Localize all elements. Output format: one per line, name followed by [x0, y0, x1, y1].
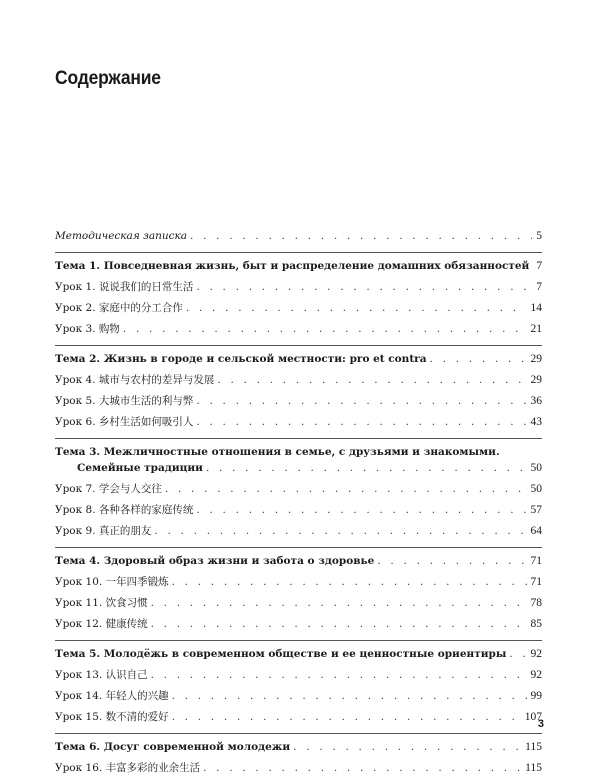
section-divider [55, 547, 542, 548]
toc-entry-label: Тема 2. Жизнь в городе и сельской местности: pro et contra [55, 353, 427, 365]
toc-page-number: 92 [530, 648, 542, 660]
section-divider [55, 252, 542, 253]
toc-entry-label: Урок 5. 大城市生活的利与弊 [55, 395, 194, 407]
toc-topic-5[interactable] [55, 647, 542, 668]
leader-dots [154, 524, 526, 539]
leader-dots [123, 322, 527, 337]
toc-lesson-1[interactable] [55, 280, 542, 301]
toc-lesson-6[interactable] [55, 415, 542, 436]
toc-entry-label: Урок 12. 健康传统 [55, 618, 148, 630]
toc-topic-3-continuation [55, 461, 542, 482]
toc-entry-label: Урок 1. 说说我们的日常生活 [55, 281, 194, 293]
toc-topic-1[interactable] [55, 259, 542, 280]
section-divider [55, 438, 542, 439]
toc-page-number: 64 [530, 525, 542, 537]
toc-page-number: 50 [530, 483, 542, 495]
section-divider [55, 640, 542, 641]
toc-entry-label: Урок 2. 家庭中的分工合作 [55, 302, 183, 314]
leader-dots [186, 301, 527, 316]
toc-entry-label: Урок 8. 各种各样的家庭传统 [55, 504, 194, 516]
toc-page-number: 92 [530, 669, 542, 681]
leader-dots [172, 710, 521, 725]
leader-dots [196, 280, 532, 295]
leader-dots [196, 394, 526, 409]
toc-page-number: 71 [530, 555, 542, 567]
toc-page-number: 7 [536, 281, 542, 293]
leader-dots [203, 761, 521, 776]
leader-dots [196, 415, 526, 430]
toc-lesson-5[interactable] [55, 394, 542, 415]
toc-entry-label: Методическая записка [55, 230, 188, 242]
toc-entry-label: Тема 5. Молодёжь в современном обществе и ее ценностные ориентиры [55, 648, 507, 660]
toc-entry-label: Урок 15. 数不清的爱好 [55, 711, 169, 723]
toc-page-number: 14 [530, 302, 542, 314]
toc-page-number: 5 [536, 230, 542, 242]
toc-page-number: 85 [530, 618, 542, 630]
toc-lesson-3[interactable] [55, 322, 542, 343]
leader-dots [151, 668, 527, 683]
toc-entry-label: Урок 13. 认识自己 [55, 669, 148, 681]
toc-entry-label: Урок 7. 学会与人交往 [55, 483, 162, 495]
toc-page-number: 21 [530, 323, 542, 335]
toc-lesson-11[interactable] [55, 596, 542, 617]
toc-entry-label: Урок 10. 一年四季锻炼 [55, 576, 169, 588]
toc-entry-label: Урок 3. 购物 [55, 323, 120, 335]
toc-page-number: 29 [530, 374, 542, 386]
toc-lesson-9[interactable] [55, 524, 542, 545]
leader-dots [217, 373, 526, 388]
toc-page-number: 107 [524, 711, 542, 723]
toc-page-number: 57 [530, 504, 542, 516]
toc-page-number: 50 [530, 462, 542, 474]
toc-lesson-8[interactable] [55, 503, 542, 524]
leader-dots [151, 617, 527, 632]
toc-topic-2[interactable] [55, 352, 542, 373]
toc-lesson-4[interactable] [55, 373, 542, 394]
toc-page-number: 115 [525, 762, 542, 774]
toc-entry-label: Тема 6. Досуг современной молодежи [55, 741, 291, 753]
section-divider [55, 733, 542, 734]
leader-dots [172, 689, 527, 704]
leader-dots [293, 740, 521, 755]
toc-lesson-12[interactable] [55, 617, 542, 638]
toc-entry-intro[interactable] [55, 229, 542, 250]
toc-entry-label: Урок 16. 丰富多彩的业余生活 [55, 762, 201, 774]
table-of-contents [55, 229, 542, 782]
toc-entry-label: Тема 3. Межличностные отношения в семье, с друзьями и знакомыми. [55, 446, 500, 458]
leader-dots [196, 503, 526, 518]
toc-page-number: 43 [530, 416, 542, 428]
toc-entry-label: Урок 6. 乡村生活如何吸引人 [55, 416, 194, 428]
toc-page-number: 7 [536, 260, 543, 272]
toc-lesson-13[interactable] [55, 668, 542, 689]
toc-lesson-7[interactable] [55, 482, 542, 503]
toc-page-number: 29 [530, 353, 542, 365]
folio-page-number: 3 [537, 718, 544, 730]
toc-page-number: 71 [530, 576, 542, 588]
toc-topic-6[interactable] [55, 740, 542, 761]
toc-entry-label: Урок 9. 真正的朋友 [55, 525, 152, 537]
page-title: Содержание [55, 68, 161, 89]
toc-entry-label: Тема 4. Здоровый образ жизни и забота о здоровье [55, 555, 375, 567]
toc-lesson-10[interactable] [55, 575, 542, 596]
toc-page-number: 36 [530, 395, 542, 407]
toc-lesson-14[interactable] [55, 689, 542, 710]
section-divider [55, 345, 542, 346]
toc-lesson-16[interactable] [55, 761, 542, 782]
toc-lesson-15[interactable] [55, 710, 542, 731]
leader-dots [190, 229, 532, 244]
toc-page-number: 115 [525, 741, 542, 753]
leader-dots [172, 575, 527, 590]
toc-page-number: 99 [530, 690, 542, 702]
toc-topic-4[interactable] [55, 554, 542, 575]
toc-topic-3[interactable] [55, 445, 542, 482]
leader-dots [165, 482, 527, 497]
toc-entry-label: Семейные традиции [77, 462, 203, 474]
toc-entry-label: Урок 11. 饮食习惯 [55, 597, 148, 609]
leader-dots [430, 352, 527, 367]
toc-entry-label: Урок 4. 城市与农村的差异与发展 [55, 374, 215, 386]
leader-dots [151, 596, 527, 611]
toc-lesson-2[interactable] [55, 301, 542, 322]
leader-dots [509, 647, 526, 662]
toc-entry-label: Урок 14. 年轻人的兴趣 [55, 690, 169, 702]
leader-dots [377, 554, 526, 569]
toc-entry-label: Тема 1. Повседневная жизнь, быт и распределение домашних обязанностей [55, 260, 530, 272]
leader-dots [206, 461, 527, 476]
toc-page-number: 78 [530, 597, 542, 609]
